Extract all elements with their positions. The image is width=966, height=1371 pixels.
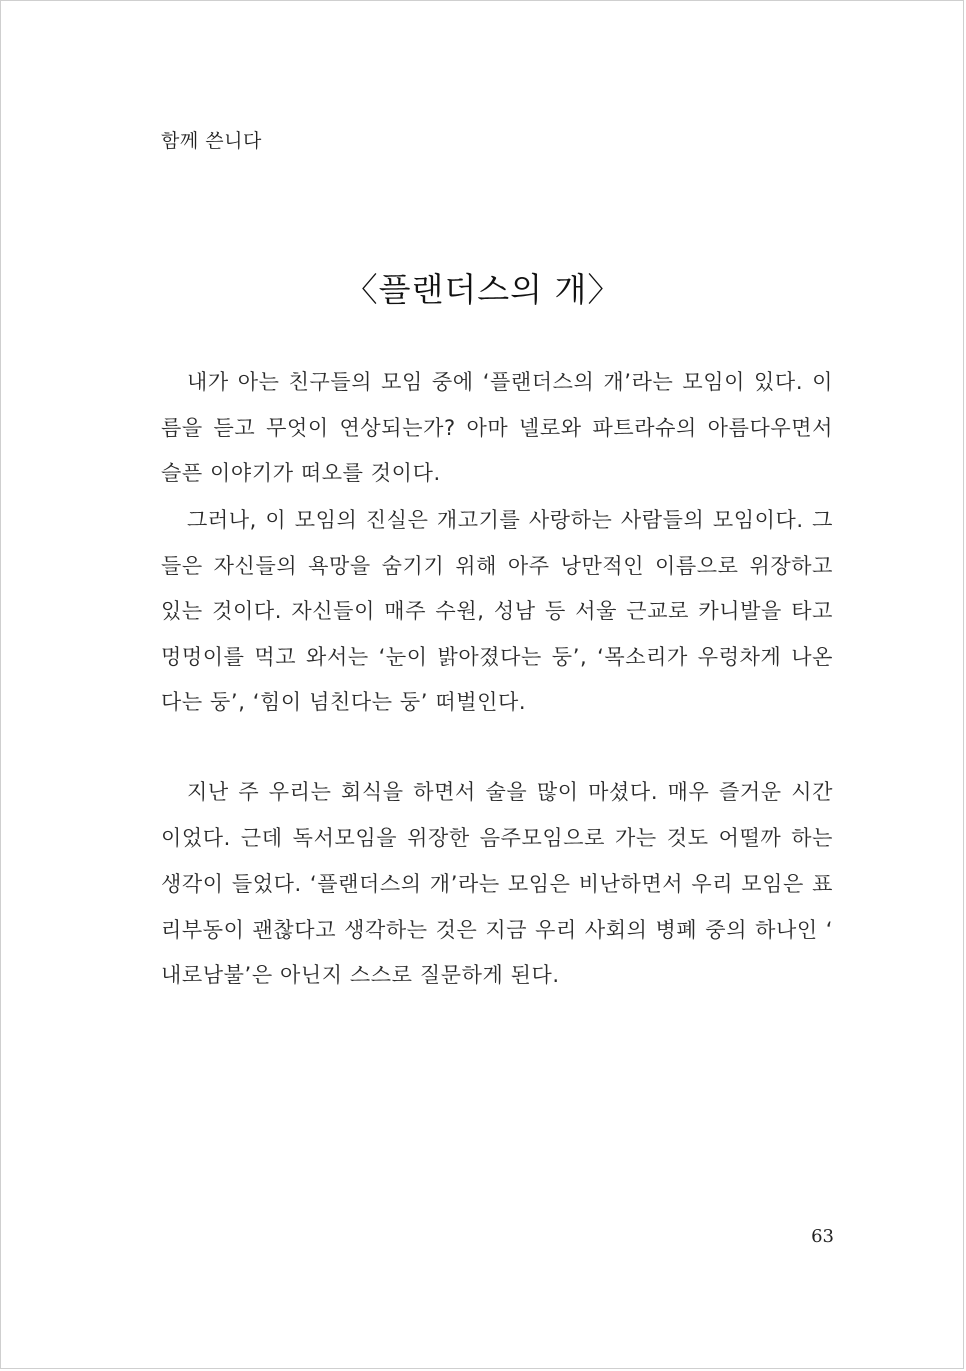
paragraph-2-line-3: 있는 것이다. 자신들이 매주 수원, 성남 등 서울 근교로 카니발을 타고 — [161, 599, 833, 623]
paragraph-3-line-4: 리부동이 괜찮다고 생각하는 것은 지금 우리 사회의 병폐 중의 하나인 ‘ — [161, 918, 833, 942]
paragraph-2-line-4: 멍멍이를 먹고 와서는 ‘눈이 밝아졌다는 둥’, ‘목소리가 우렁차게 나온 — [161, 645, 833, 669]
paragraph-2-line-5: 다는 둥’, ‘힘이 넘친다는 둥’ 떠벌인다. — [161, 690, 527, 714]
page-number: 63 — [811, 1226, 834, 1247]
paragraph-2-line-2: 들은 자신들의 욕망을 숨기기 위해 아주 낭만적인 이름으로 위장하고 — [161, 554, 833, 578]
paragraph-1-line-2: 름을 듣고 무엇이 연상되는가? 아마 넬로와 파트라슈의 아름다우면서 — [161, 416, 833, 440]
paragraph-3-line-5: 내로남불’은 아닌지 스스로 질문하게 된다. — [161, 963, 560, 987]
paragraph-1-line-1: 내가 아는 친구들의 모임 중에 ‘플랜더스의 개’라는 모임이 있다. 이 — [187, 370, 833, 394]
paragraph-3-line-2: 이었다. 근데 독서모임을 위장한 음주모임으로 가는 것도 어떨까 하는 — [161, 826, 833, 850]
paragraph-1-line-3: 슬픈 이야기가 떠오를 것이다. — [161, 461, 441, 485]
running-header: 함께 쓴니다 — [161, 130, 262, 152]
paragraph-3-line-3: 생각이 들었다. ‘플랜더스의 개’라는 모임은 비난하면서 우리 모임은 표 — [161, 872, 833, 896]
paragraph-2-line-1: 그러나, 이 모임의 진실은 개고기를 사랑하는 사람들의 모임이다. 그 — [187, 508, 833, 532]
chapter-title: 〈플랜더스의 개〉 — [344, 270, 622, 309]
paragraph-3-line-1: 지난 주 우리는 회식을 하면서 술을 많이 마셨다. 매우 즐거운 시간 — [187, 780, 833, 804]
